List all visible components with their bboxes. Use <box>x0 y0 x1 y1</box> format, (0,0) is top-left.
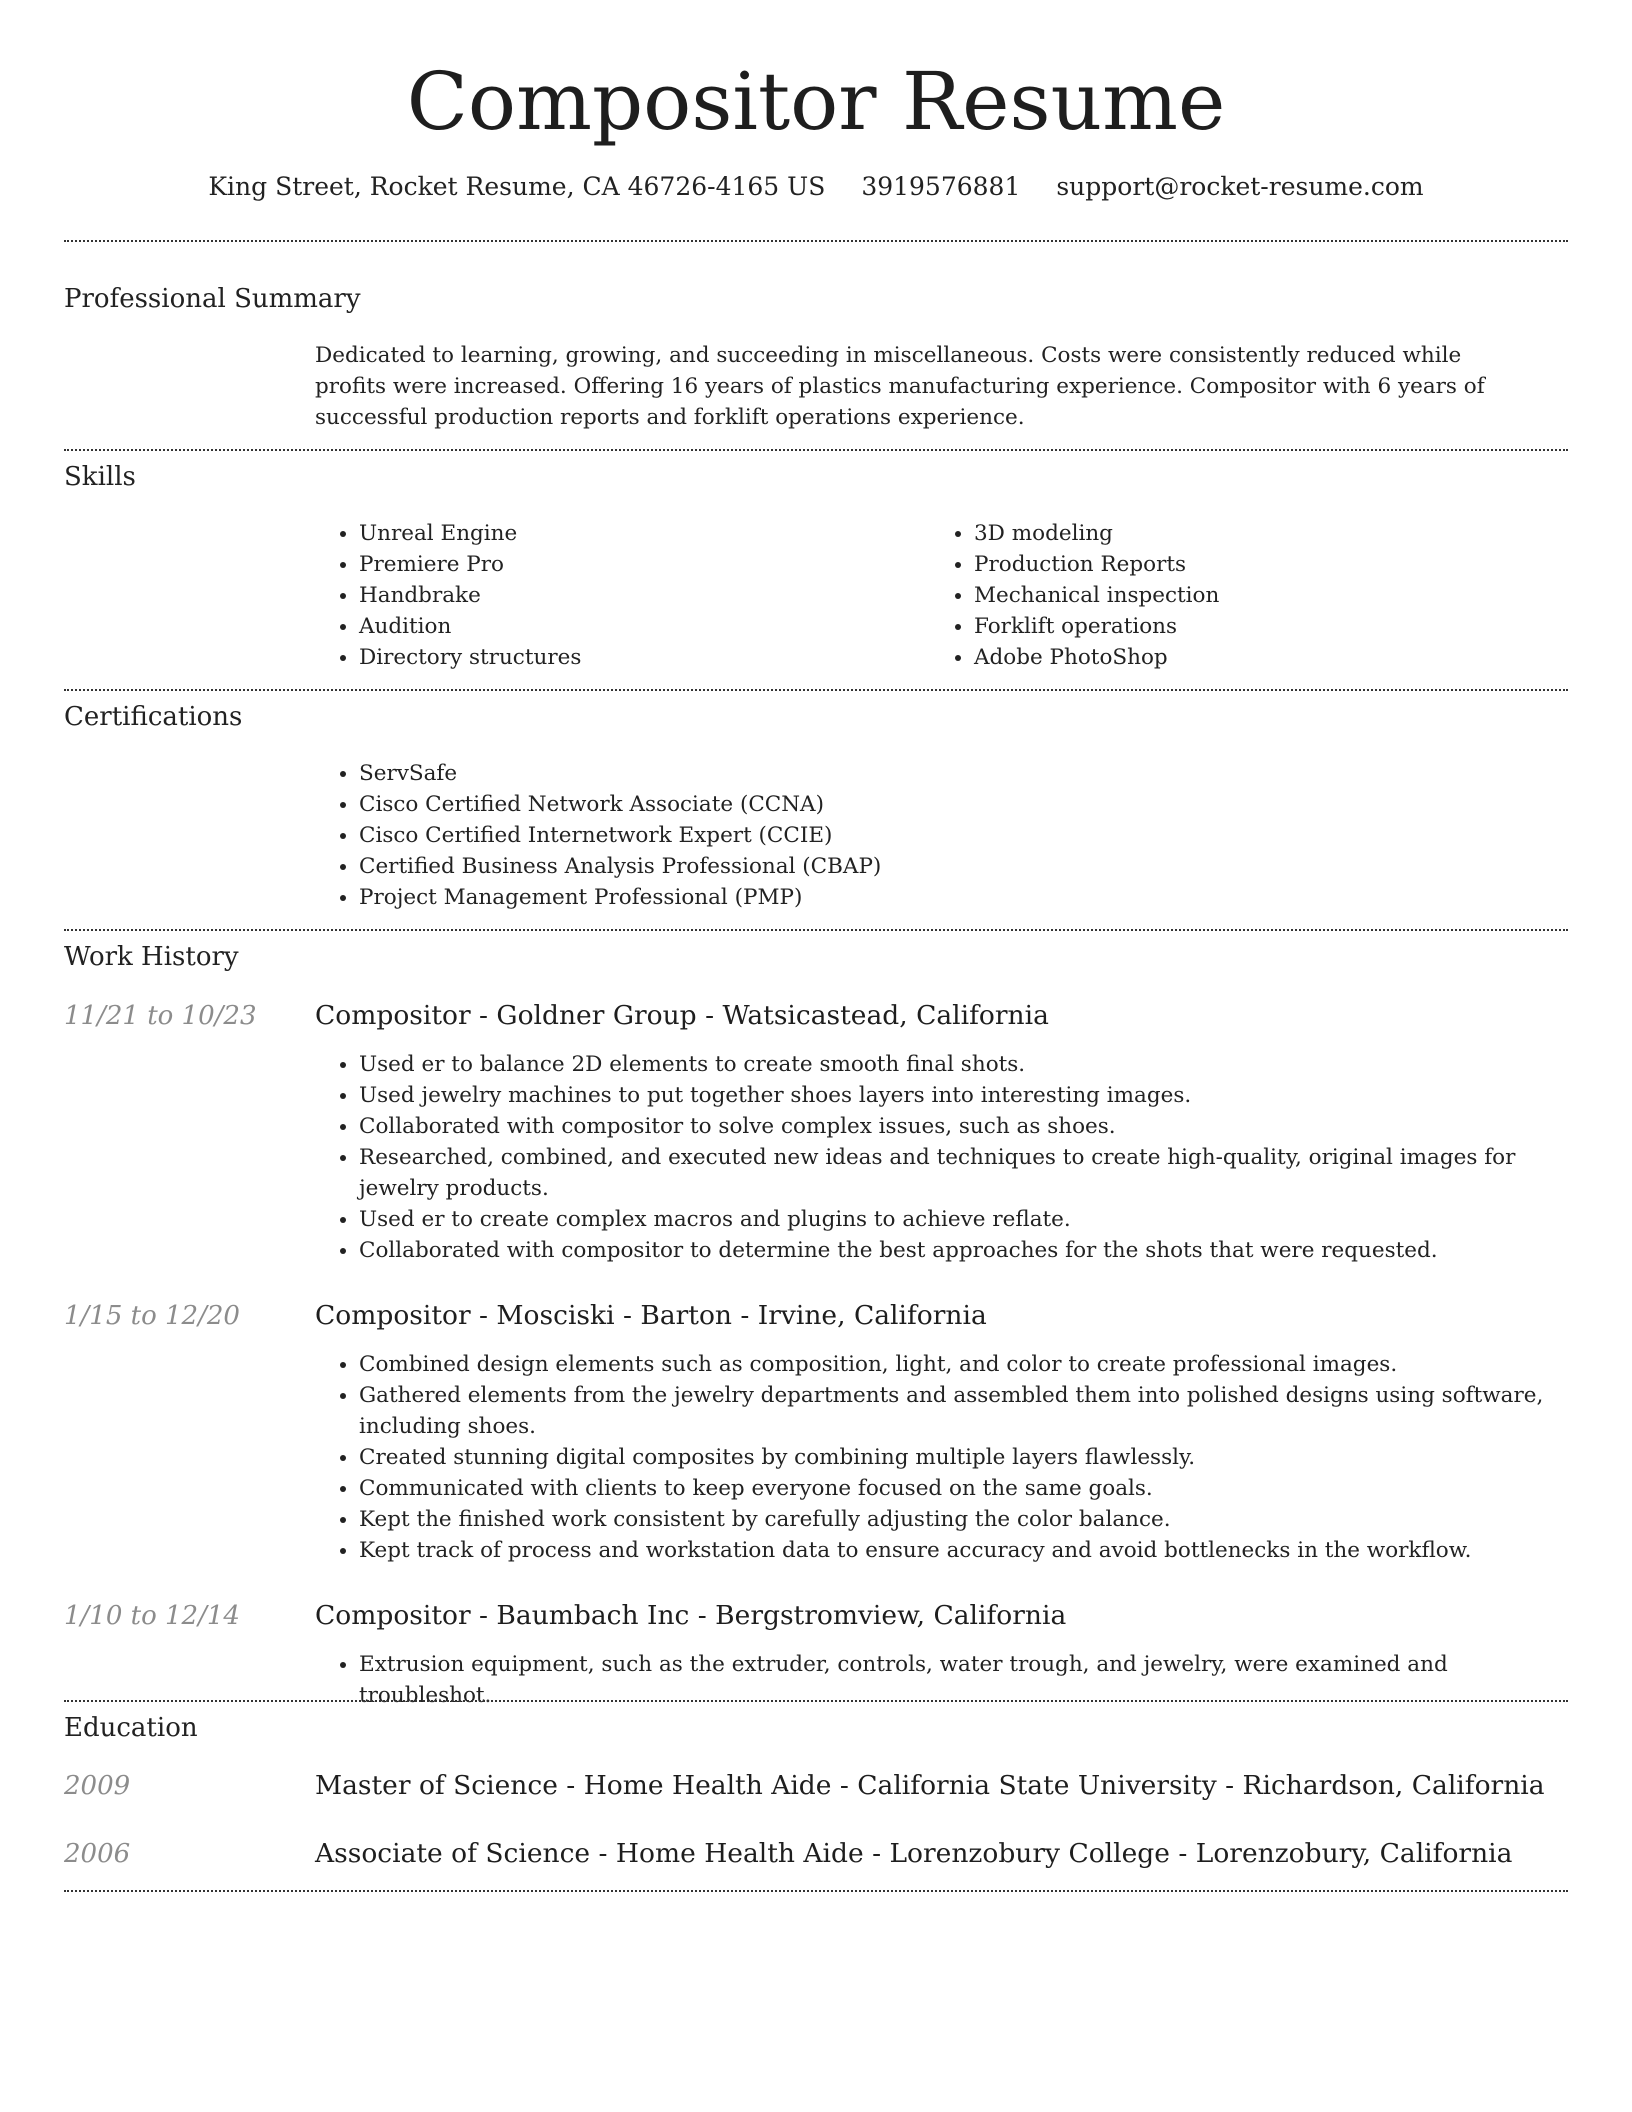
skill-item: • Handbrake <box>359 580 919 611</box>
job-title: Compositor - Baumbach Inc - Bergstromview, California <box>315 1600 1067 1631</box>
job-bullets <box>315 1049 1579 1266</box>
certifications-list <box>315 758 1559 913</box>
section-divider <box>64 689 1568 691</box>
skill-item: • Audition <box>359 611 919 642</box>
education-year: 2006 <box>64 1839 131 1869</box>
job-bullet: • Extrusion equipment, such as the extruder, controls, water trough, and jewelry, were examined and troubleshot. <box>359 1649 1579 1711</box>
job-bullet: • Used jewelry machines to put together shoes layers into interesting images. <box>359 1080 1579 1111</box>
skill-item: • Premiere Pro <box>359 549 919 580</box>
certification-item: • Cisco Certified Network Associate (CCNA) <box>359 789 1559 820</box>
skill-item: • Unreal Engine <box>359 518 919 549</box>
skill-item: • Mechanical inspection <box>974 580 1534 611</box>
summary-heading: Professional Summary <box>64 284 361 314</box>
job-bullet: • Used er to balance 2D elements to create smooth final shots. <box>359 1049 1579 1080</box>
skills-list-left <box>315 518 919 673</box>
skills-list-right <box>930 518 1534 673</box>
skill-item: • Directory structures <box>359 642 919 673</box>
job-bullet: • Kept track of process and workstation data to ensure accuracy and avoid bottlenecks in the workflow. <box>359 1535 1579 1566</box>
job-bullet: • Created stunning digital composites by combining multiple layers flawlessly. <box>359 1442 1579 1473</box>
education-heading: Education <box>64 1713 198 1743</box>
contact-phone: 3919576881 <box>861 172 1021 201</box>
job-title: Compositor - Mosciski - Barton - Irvine, California <box>315 1300 987 1331</box>
work-history-heading: Work History <box>64 942 239 972</box>
contact-address: King Street, Rocket Resume, CA 46726-4165 US <box>208 172 826 201</box>
job-dates: 1/15 to 12/20 <box>64 1301 240 1331</box>
job-title: Compositor - Goldner Group - Watsicastead, California <box>315 1000 1049 1031</box>
job-bullet: • Gathered elements from the jewelry departments and assembled them into polished designs using software, including shoes. <box>359 1380 1579 1442</box>
section-divider <box>64 1890 1568 1892</box>
education-year: 2009 <box>64 1771 131 1801</box>
certification-item: • Certified Business Analysis Professional (CBAP) <box>359 851 1559 882</box>
skill-item: • Adobe PhotoShop <box>974 642 1534 673</box>
certification-item: • Cisco Certified Internetwork Expert (CCIE) <box>359 820 1559 851</box>
job-bullet: • Combined design elements such as composition, light, and color to create professional images. <box>359 1349 1579 1380</box>
education-degree: Master of Science - Home Health Aide - California State University - Richardson, California <box>315 1770 1545 1801</box>
job-bullets <box>315 1349 1579 1566</box>
job-bullet: • Kept the finished work consistent by carefully adjusting the color balance. <box>359 1504 1579 1535</box>
section-divider <box>64 1700 1568 1702</box>
job-dates: 11/21 to 10/23 <box>64 1001 257 1031</box>
certification-item: • Project Management Professional (PMP) <box>359 882 1559 913</box>
contact-email: support@rocket-resume.com <box>1056 172 1424 201</box>
section-divider <box>64 240 1568 242</box>
certification-item: • ServSafe <box>359 758 1559 789</box>
skill-item: • 3D modeling <box>974 518 1534 549</box>
job-bullet: • Collaborated with compositor to determine the best approaches for the shots that were requested. <box>359 1235 1579 1266</box>
skill-item: • Forklift operations <box>974 611 1534 642</box>
section-divider <box>64 929 1568 931</box>
job-bullet: • Researched, combined, and executed new ideas and techniques to create high-quality, original images for jewelry products. <box>359 1142 1579 1204</box>
summary-text: Dedicated to learning, growing, and succeeding in miscellaneous. Costs were consistently reduced while profits were increased. Offering 16 years of plastics manufacturing experience. Compositor with 6 years of successful production reports and forklift operations experience. <box>315 343 1485 430</box>
job-bullet: • Used er to create complex macros and plugins to achieve reflate. <box>359 1204 1579 1235</box>
contact-line <box>0 170 1632 204</box>
certifications-heading: Certifications <box>64 702 243 732</box>
job-bullet: • Communicated with clients to keep everyone focused on the same goals. <box>359 1473 1579 1504</box>
education-degree: Associate of Science - Home Health Aide - Lorenzobury College - Lorenzobury, California <box>315 1838 1513 1869</box>
resume-title: Compositor Resume <box>406 55 1226 148</box>
skill-item: • Production Reports <box>974 549 1534 580</box>
job-bullet: • Collaborated with compositor to solve complex issues, such as shoes. <box>359 1111 1579 1142</box>
skills-heading: Skills <box>64 462 136 492</box>
job-dates: 1/10 to 12/14 <box>64 1601 240 1631</box>
section-divider <box>64 449 1568 451</box>
